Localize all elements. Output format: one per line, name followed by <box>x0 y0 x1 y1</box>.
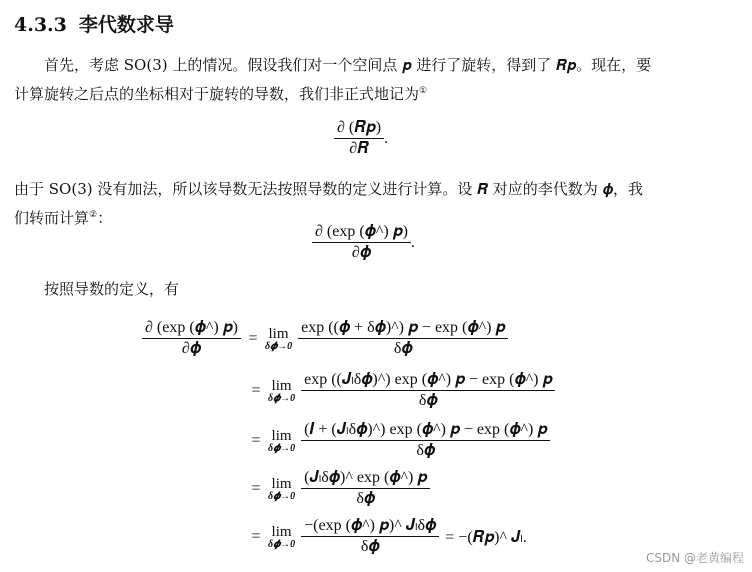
limit-subscript: δ𝝓→0 <box>268 392 296 404</box>
limit-subscript: δ𝝓→0 <box>268 490 296 502</box>
paragraph-2-line-2-text: 们转而计算 <box>14 209 90 227</box>
limit-subscript: δ𝝓→0 <box>268 442 296 454</box>
paragraph-2-line-2 <box>14 202 112 231</box>
equation-2-period: . <box>410 233 415 251</box>
derivation-row-3 <box>244 420 550 461</box>
paragraph-1-line-1: 首先，考虑 SO(3) 上的情况。假设我们对一个空间点 𝒑 进行了旋转，得到了 𝑹𝒑。现在，要 <box>44 56 652 74</box>
derivation-lhs-numerator: ∂ (exp (𝝓^) 𝒑) <box>142 318 241 339</box>
limit-operator <box>268 378 295 404</box>
equation-1-numerator: ∂ (𝑹𝒑) <box>334 118 384 139</box>
derivation-row-2-fraction <box>301 370 555 411</box>
derivation-row-4-fraction <box>301 468 430 509</box>
derivation-row-3-numerator: (𝑰 + (𝑱ₗδ𝝓)^) exp (𝝓^) 𝒑 − exp (𝝓^) 𝒑 <box>301 420 550 441</box>
derivation-row-3-fraction <box>301 420 550 461</box>
derivation-lhs-denominator: ∂𝝓 <box>181 340 202 357</box>
limit-word: lim <box>271 427 292 444</box>
limit-operator <box>268 476 295 502</box>
footnote-marker-1: ① <box>419 86 428 96</box>
derivation-row-1-fraction <box>298 318 508 359</box>
derivation-lhs <box>142 318 241 359</box>
limit-subscript: δ𝝓→0 <box>264 340 293 352</box>
derivation-row-5-numerator: −(exp (𝝓^) 𝒑)^ 𝑱ₗδ𝝓 <box>301 516 439 537</box>
equation-1-period: . <box>384 129 389 147</box>
derivation-row-2-numerator: exp ((𝑱ₗδ𝝓)^) exp (𝝓^) 𝒑 − exp (𝝓^) 𝒑 <box>301 370 555 391</box>
watermark: CSDN @老黄编程 <box>645 551 744 565</box>
paragraph-1-line-2-text: 计算旋转之后点的坐标相对于旋转的导数，我们非正式地记为 <box>14 85 420 103</box>
section-heading <box>14 10 174 37</box>
paragraph-1-line-2 <box>14 78 427 107</box>
paragraph-3: 按照导数的定义，有 <box>44 280 180 298</box>
section-title: 李代数求导 <box>78 14 174 36</box>
limit-word: lim <box>268 325 289 342</box>
equals-sign: = <box>251 431 261 449</box>
equals-sign: = <box>248 329 258 347</box>
derivation-row-5-fraction <box>301 516 439 557</box>
paragraph-2-line-2-tail: ： <box>97 209 113 227</box>
derivation-result: = −(𝑹𝒑)^ 𝑱ₗ. <box>445 528 527 546</box>
derivation-row-1 <box>142 318 508 359</box>
limit-operator <box>265 326 292 352</box>
equation-1 <box>334 118 388 159</box>
footnote-marker-2: ② <box>89 210 98 220</box>
limit-subscript: δ𝝓→0 <box>268 538 296 550</box>
derivation-row-4 <box>244 468 430 509</box>
derivation-row-3-denominator: δ𝝓 <box>416 442 436 459</box>
limit-word: lim <box>271 523 292 540</box>
limit-operator <box>268 428 295 454</box>
equation-2 <box>312 222 415 263</box>
derivation-row-5-denominator: δ𝝓 <box>360 538 380 555</box>
equals-sign: = <box>251 527 261 545</box>
equation-1-denominator: ∂𝑹 <box>349 140 369 157</box>
derivation-row-1-numerator: exp ((𝝓 + δ𝝓)^) 𝒑 − exp (𝝓^) 𝒑 <box>298 318 508 339</box>
equals-sign: = <box>251 479 261 497</box>
paragraph-2-line-1: 由于 SO(3) 没有加法，所以该导数无法按照导数的定义进行计算。设 𝑹 对应的李代数为 𝝓，我 <box>14 180 643 198</box>
equals-sign: = <box>251 381 261 399</box>
equation-2-denominator: ∂𝝓 <box>351 244 372 261</box>
derivation-row-4-numerator: (𝑱ₗδ𝝓)^ exp (𝝓^) 𝒑 <box>301 468 430 489</box>
limit-word: lim <box>271 377 292 394</box>
derivation-row-5 <box>244 516 527 557</box>
derivation-row-2-denominator: δ𝝓 <box>418 392 438 409</box>
derivation-row-2 <box>244 370 555 411</box>
derivation-row-1-denominator: δ𝝓 <box>393 340 413 357</box>
section-number: 4.3.3 <box>14 14 67 36</box>
derivation-row-4-denominator: δ𝝓 <box>356 490 376 507</box>
limit-operator <box>268 524 295 550</box>
equation-2-numerator: ∂ (exp (𝝓^) 𝒑) <box>312 222 411 243</box>
limit-word: lim <box>271 475 292 492</box>
